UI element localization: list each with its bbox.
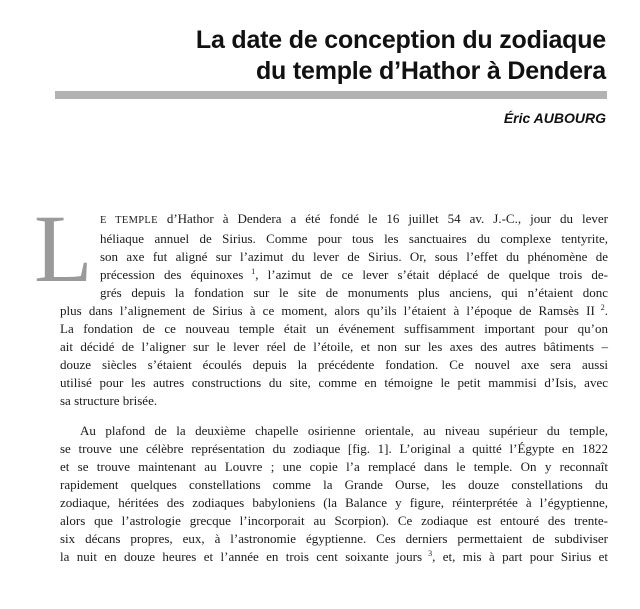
text-line bbox=[60, 494, 608, 512]
article-title bbox=[46, 25, 606, 87]
text-line bbox=[60, 440, 608, 458]
line-text: utilisé pour les autres constructions du site, comme en témoigne le petit mammisi d’Isis, avec bbox=[60, 375, 608, 390]
line-text: douze siècles s’étaient écoulés depuis la précédente fondation. Ce nouvel axe sera aussi bbox=[60, 357, 608, 372]
line-text-continued: . bbox=[604, 303, 608, 318]
line-text: la nuit en douze heures et l’année en trois cent soixante jours bbox=[60, 549, 423, 564]
line-text: se trouve une célèbre représentation du zodiaque [fig. 1]. L’original a quitté l’Égypte en 1822 bbox=[60, 441, 608, 456]
line-text: La fondation de ce nouveau temple était un événement suffisamment important pour qu’on bbox=[60, 321, 608, 336]
text-line bbox=[60, 284, 608, 302]
line-text: six décans propres, eux, à l’astronomie égyptienne. Ces derniers permettaient de subdiviser bbox=[60, 531, 608, 546]
text-line bbox=[60, 530, 608, 548]
line-text: sa structure brisée. bbox=[60, 393, 158, 408]
line-text: alors que l’astrologie grecque l’incorporait au Scorpion). Ce zodiaque est entouré des trente- bbox=[60, 513, 608, 528]
line-text: d’Hathor à Dendera a été fondé le 16 juillet 54 av. J.-C., jour du lever bbox=[157, 211, 608, 226]
title-rule bbox=[55, 91, 607, 99]
text-line bbox=[60, 266, 608, 284]
text-line bbox=[60, 320, 608, 338]
small-caps-lead: E TEMPLE bbox=[100, 215, 158, 226]
line-text: grés depuis la fondation sur le site de monuments plus anciens, qui n’étaient donc bbox=[100, 285, 608, 300]
footnote-ref[interactable]: 2 bbox=[594, 303, 605, 312]
line-text: précession des équinoxes bbox=[100, 267, 244, 282]
text-line bbox=[60, 210, 608, 230]
line-text-continued: , et, mis à part pour Sirius et bbox=[432, 549, 609, 564]
text-line bbox=[60, 392, 608, 410]
line-text: et se trouve maintenant au Louvre ; une copie l’a remplacé dans le temple. On y reconnaît bbox=[60, 459, 608, 474]
text-line bbox=[60, 374, 608, 392]
text-line bbox=[60, 338, 608, 356]
line-text: héliaque annuel de Sirius. Comme pour tous les sanctuaires du complexe tentyrite, bbox=[100, 231, 608, 246]
text-line bbox=[60, 458, 608, 476]
footnote-ref[interactable]: 1 bbox=[243, 267, 256, 276]
line-text-continued: , l’azimut de ce lever s’était déplacé de quelque trois de- bbox=[255, 267, 608, 282]
text-line bbox=[60, 356, 608, 374]
line-text: son axe fut aligné sur l’azimut du lever de Sirius. Or, sous l’effet du phénomène de bbox=[100, 249, 608, 264]
text-line bbox=[60, 476, 608, 494]
line-text: ait décidé de l’aligner sur le lever réel de l’étoile, et non sur les axes des autres bâtiments – bbox=[60, 339, 608, 354]
line-text: Au plafond de la deuxième chapelle osirienne orientale, au niveau supérieur du temple, bbox=[80, 423, 608, 438]
text-line bbox=[60, 302, 608, 320]
paragraph-1 bbox=[60, 210, 608, 410]
text-line bbox=[60, 248, 608, 266]
title-line-2: du temple d’Hathor à Dendera bbox=[255, 57, 606, 85]
drop-cap: L bbox=[34, 195, 93, 302]
text-line bbox=[60, 548, 608, 566]
footnote-ref[interactable]: 3 bbox=[422, 549, 433, 558]
article-body bbox=[60, 210, 608, 566]
paragraph-2 bbox=[60, 422, 608, 566]
text-line bbox=[60, 512, 608, 530]
line-text: plus dans l’alignement de Sirius à ce moment, alors qu’ils l’étaient à l’époque de Ramsès II bbox=[60, 303, 595, 318]
author-name: Éric AUBOURG bbox=[503, 110, 606, 126]
line-text: zodiaque, héritées des zodiaques babyloniens (la Balance y figure, réinterprétée à l’égyptienne, bbox=[60, 495, 608, 510]
text-line bbox=[60, 422, 608, 440]
text-line bbox=[60, 230, 608, 248]
line-text: rapidement quelques constellations comme la Grande Ourse, les douze constellations du bbox=[60, 477, 608, 492]
title-line-1: La date de conception du zodiaque bbox=[195, 26, 606, 54]
